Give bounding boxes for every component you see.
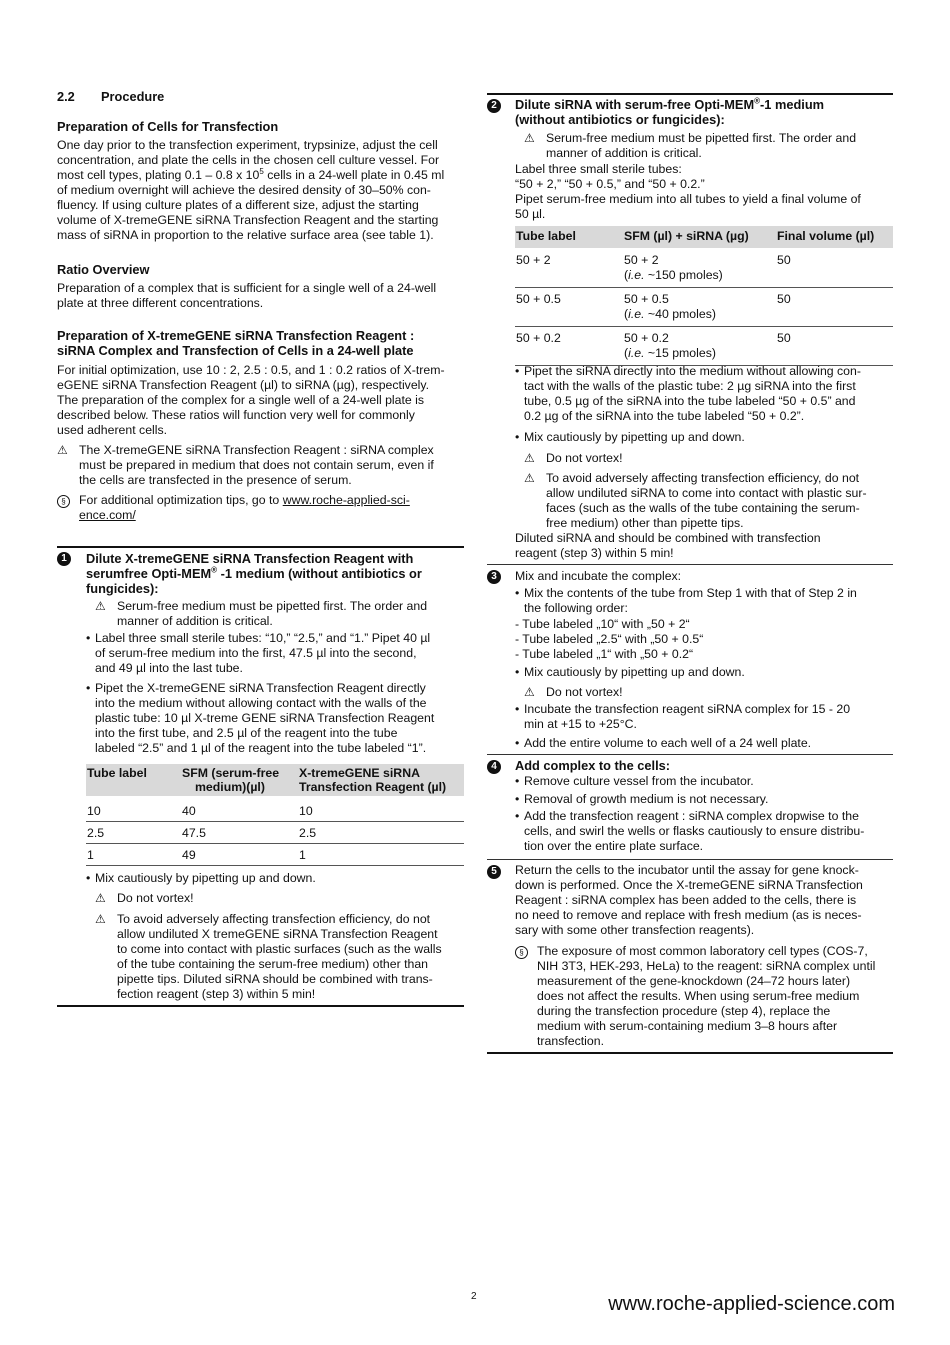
text-line: One day prior to the transfection experiment, trypsinize, adjust the cell — [57, 138, 438, 152]
step-1-bullet-mix — [86, 871, 464, 886]
text-fragment: -1 medium (without antibiotics or — [217, 566, 422, 581]
header-line: X-tremeGENE siRNA — [299, 766, 420, 780]
bullet-dot: • — [515, 809, 520, 823]
bullet-text — [95, 681, 434, 756]
step-3-title: Mix and incubate the complex: — [515, 569, 682, 583]
footer-url[interactable]: www.roche-applied-science.com — [608, 1293, 895, 1315]
prep-cells-paragraph — [57, 138, 464, 243]
page-number: 2 — [471, 1291, 477, 1302]
text-line: and 49 µl into the last tube. — [95, 661, 243, 675]
divider — [487, 1052, 893, 1054]
text-line: cells, and swirl the wells or flasks cautiously to ensure distribu- — [524, 824, 865, 838]
warning-icon: ⚠ — [524, 131, 535, 145]
warning-icon: ⚠ — [524, 685, 535, 699]
table-cell: 50 + 0.2 (i.e. ~15 pmoles) — [623, 327, 776, 366]
text-line: Mix the contents of the tube from Step 1 with that of Step 2 in — [524, 586, 857, 600]
bullet-text: Mix cautiously by pipetting up and down. — [95, 871, 316, 885]
text-line: faces (such as the walls of the tube containing the serum- — [546, 501, 860, 515]
text-line: The exposure of most common laboratory cell types (COS-7, — [537, 944, 868, 958]
text-line: Preparation of a complex that is sufficient for a single well of a 24-well — [57, 281, 437, 295]
text-line: The preparation of the complex for a single well of a 24-well plate is — [57, 393, 425, 407]
step-4-bullet-add-complex — [515, 809, 893, 854]
text-line: plate at three different concentrations. — [57, 296, 264, 310]
text-line: The X-tremeGENE siRNA Transfection Reagent : siRNA complex — [79, 443, 434, 457]
text-line: Label three small sterile tubes: “10,” “2.5,” and “1.” Pipet 40 µl — [95, 631, 431, 645]
heading-line — [86, 566, 464, 581]
warning-text — [117, 912, 442, 1002]
step-3-tube-order — [515, 617, 893, 662]
text-line: tact with the walls of the plastic tube: 2 µg siRNA into the first — [524, 379, 856, 393]
warning-icon: ⚠ — [95, 891, 106, 905]
roche-link-continued[interactable]: ence.com/ — [79, 508, 136, 522]
table-cell: 50 + 2 (i.e. ~150 pmoles) — [623, 248, 776, 288]
table-row — [86, 796, 464, 822]
column-header — [181, 764, 298, 796]
bullet-dot: • — [515, 665, 520, 679]
step-3-bullet-incubate — [515, 702, 893, 732]
text-line: used adherent cells. — [57, 423, 168, 437]
bullet-dot: • — [515, 586, 520, 600]
step-1-title — [86, 551, 464, 596]
text-line: sary with some other transfection reagents). — [515, 923, 755, 937]
warning-icon: ⚠ — [57, 443, 68, 457]
superscript: 5 — [259, 166, 264, 176]
list-item: - Tube labeled „1“ with „50 + 0.2“ — [515, 647, 694, 661]
cell-italic: i.e. — [628, 307, 645, 321]
text-line: Incubate the transfection reagent siRNA complex for 15 - 20 — [524, 702, 851, 716]
bullet-dot: • — [515, 430, 520, 444]
text-line: Add the transfection reagent : siRNA complex dropwise to the — [524, 809, 859, 823]
step-2-warning-vortex — [524, 451, 893, 466]
step-4-badge: 4 — [487, 760, 501, 774]
step-3-bullet-add-volume — [515, 736, 893, 751]
step-2-title — [515, 97, 893, 127]
table-row — [86, 844, 464, 866]
table-cell: 10 — [86, 796, 181, 822]
text-line: allow undiluted siRNA to come into contact with plastic sur- — [546, 486, 867, 500]
table-row — [515, 327, 893, 366]
step-2-warning-order — [524, 131, 893, 161]
divider — [57, 1005, 464, 1007]
warning-text — [79, 443, 434, 488]
tip-text — [79, 493, 410, 523]
text-line: Pipet serum-free medium into all tubes to yield a final volume of — [515, 192, 861, 206]
text-line: of medium overnight will achieve the desired density of 30–50% con- — [57, 183, 431, 197]
warning-text — [546, 471, 867, 531]
text-line: Serum-free medium must be pipetted first. The order and — [117, 599, 428, 613]
step-2-bullet-pipet-sirna — [515, 364, 893, 424]
text-line: into the first tube, and 2.5 µl of the reagent into the tube — [95, 726, 398, 740]
text-line: fluency. If using culture plates of a different size, adjust the starting — [57, 198, 419, 212]
table-cell: 50 + 0.5 (i.e. ~40 pmoles) — [623, 288, 776, 327]
roche-link[interactable]: www.roche-applied-sci- — [282, 493, 410, 507]
column-header: SFM (µl) + siRNA (µg) — [623, 226, 776, 248]
text-fragment: For additional optimization tips, go to — [79, 493, 283, 507]
prep-complex-heading — [57, 328, 414, 358]
section-title: Procedure — [101, 89, 165, 104]
bullet-text — [524, 809, 864, 854]
text-line: NIH 3T3, HEK-293, HeLa) to the reagent: siRNA complex until — [537, 959, 876, 973]
table-cell: 50 + 0.5 — [515, 288, 623, 327]
warning-text: Do not vortex! — [117, 891, 194, 905]
column-header: Tube label — [515, 226, 623, 248]
warning-icon: ⚠ — [95, 599, 106, 613]
step-2-closing — [515, 531, 893, 561]
cell-line: ~150 pmoles) — [644, 268, 723, 282]
ratio-heading: Ratio Overview — [57, 262, 150, 277]
sirna-dilution-table — [515, 226, 893, 366]
text-line: For initial optimization, use 10 : 2, 2.5 : 0.5, and 1 : 0.2 ratios of X-trem- — [57, 363, 445, 377]
text-line: of the tube containing the serum-free medium) other than — [117, 957, 429, 971]
bullet-dot: • — [515, 702, 520, 716]
text-fragment: cells in a 24-well plate in 0.45 ml — [263, 168, 445, 182]
text-line — [57, 168, 464, 183]
step-4-bullet-growth-medium — [515, 792, 893, 807]
divider — [487, 859, 893, 860]
text-line: transfection. — [537, 1034, 604, 1048]
text-fragment: most cell types, plating 0.1 – 0.8 x 10 — [57, 168, 260, 182]
text-line: Label three small sterile tubes: — [515, 162, 682, 176]
step-2-warning-contact — [524, 471, 893, 531]
cell-line: 50 + 2 — [624, 253, 659, 267]
text-line: described below. These ratios will function very well for commonly — [57, 408, 415, 422]
bullet-text — [524, 702, 850, 732]
text-line: does not affect the results. When using serum-free medium — [537, 989, 860, 1003]
text-line: plastic tube: 10 µl X-treme GENE siRNA Transfection Reagent — [95, 711, 435, 725]
bullet-text — [524, 364, 861, 424]
text-line: volume of X-tremeGENE siRNA Transfection Reagent and the starting — [57, 213, 439, 227]
superscript: ® — [754, 96, 761, 106]
step-5-tip — [515, 944, 893, 1049]
text-line: Reagent : siRNA complex has been added to the cells, there is — [515, 893, 857, 907]
text-line: concentration, and plate the cells in the chosen cell culture vessel. For — [57, 153, 440, 167]
table-cell: 10 — [298, 796, 464, 822]
cell-line: 50 + 0.5 — [624, 292, 669, 306]
table-row — [515, 248, 893, 288]
warning-icon: ⚠ — [524, 471, 535, 485]
step-3-warning-vortex — [524, 685, 893, 700]
step-3-bullet-mix-contents — [515, 586, 893, 616]
step-3-bullet-mix — [515, 665, 893, 680]
text-line: Diluted siRNA and should be combined with transfection — [515, 531, 821, 545]
text-line — [79, 508, 410, 523]
bullet-dot: • — [86, 681, 91, 695]
text-line: medium with serum-containing medium 3–8 hours after — [537, 1019, 838, 1033]
table-cell: 50 — [776, 327, 893, 366]
cell-line: ~15 pmoles) — [644, 346, 716, 360]
text-fragment: -1 medium — [760, 97, 825, 112]
table-cell: 2.5 — [86, 822, 181, 844]
heading-line: fungicides): — [86, 581, 159, 596]
step-2-badge: 2 — [487, 99, 501, 113]
heading-line: siRNA Complex and Transfection of Cells in a 24-well plate — [57, 343, 414, 358]
table-row — [515, 288, 893, 327]
table-cell: 50 + 0.2 — [515, 327, 623, 366]
divider — [487, 564, 893, 565]
step-4-bullet-remove-vessel — [515, 774, 893, 789]
tip-text — [537, 944, 875, 1049]
text-line: tube, 0.5 µg of the siRNA into the tube labeled “50 + 0.5” and — [524, 394, 856, 408]
text-line: into the medium without allowing contact with the walls of the — [95, 696, 427, 710]
reagent-dilution-table — [86, 764, 464, 866]
step-5-badge: 5 — [487, 865, 501, 879]
step-2-instructions — [515, 162, 893, 222]
warning-icon: ⚠ — [95, 912, 106, 926]
text-line: allow undiluted X tremeGENE siRNA Transfection Reagent — [117, 927, 438, 941]
table-header-row — [515, 226, 893, 248]
step-5-text — [515, 863, 893, 938]
list-item: - Tube labeled „2.5“ with „50 + 0.5“ — [515, 632, 704, 646]
heading-line — [515, 97, 893, 112]
text-line: the following order: — [524, 601, 628, 615]
table-cell: 2.5 — [298, 822, 464, 844]
table-cell: 49 — [181, 844, 298, 866]
text-line: mass of siRNA in proportion to the relative surface area (see table 1). — [57, 228, 434, 242]
prep-complex-paragraph — [57, 363, 464, 438]
table-cell: 1 — [298, 844, 464, 866]
step-1-warning-vortex — [95, 891, 464, 906]
divider — [487, 93, 893, 95]
text-line: manner of addition is critical. — [546, 146, 702, 160]
step-3-badge: 3 — [487, 570, 501, 584]
table-cell: 50 — [776, 288, 893, 327]
step-2-bullet-mix — [515, 430, 893, 445]
text-line: free medium) other than pipette tips. — [546, 516, 744, 530]
step-1-bullet-label-tubes — [86, 631, 464, 676]
text-line: eGENE siRNA Transfection Reagent (µl) to siRNA (µg), respectively. — [57, 378, 430, 392]
text-line: Pipet the siRNA directly into the medium without allowing con- — [524, 364, 861, 378]
divider — [487, 754, 893, 755]
table-header-row — [86, 764, 464, 796]
text-line: to come into contact with plastic surfaces (such as the walls — [117, 942, 442, 956]
column-header: Final volume (µl) — [776, 226, 893, 248]
tip-icon — [515, 944, 537, 1049]
text-line: min at +15 to +25°C. — [524, 717, 637, 731]
bullet-dot: • — [86, 631, 91, 645]
warning-text — [546, 131, 856, 161]
heading-line: (without antibiotics or fungicides): — [515, 112, 725, 127]
step-4-title: Add complex to the cells: — [515, 758, 671, 773]
table-cell: 40 — [181, 796, 298, 822]
bullet-text: Mix cautiously by pipetting up and down. — [524, 665, 745, 679]
heading-line: Preparation of X-tremeGENE siRNA Transfection Reagent : — [57, 328, 415, 343]
list-item: - Tube labeled „10“ with „50 + 2“ — [515, 617, 690, 631]
table-cell: 50 + 2 — [515, 248, 623, 288]
text-line — [79, 493, 410, 508]
superscript: ® — [211, 565, 218, 575]
text-line: Pipet the X-tremeGENE siRNA Transfection Reagent directly — [95, 681, 426, 695]
text-line: the cells are transfected in the presence of serum. — [79, 473, 352, 487]
text-line: To avoid adversely affecting transfection efficiency, do not — [117, 912, 431, 926]
header-line: medium)(µl) — [195, 780, 265, 794]
warning-note-serum — [57, 443, 464, 488]
bullet-dot: • — [86, 871, 91, 885]
header-line: Transfection Reagent (µl) — [299, 780, 447, 794]
column-header — [298, 764, 464, 796]
tip-icon — [57, 493, 79, 523]
bullet-dot: • — [515, 364, 520, 378]
tip-glyph: § — [515, 946, 528, 959]
text-fragment: Dilute siRNA with serum-free Opti-MEM — [515, 97, 755, 112]
tip-glyph: § — [57, 495, 70, 508]
tip-note-optimization — [57, 493, 464, 523]
text-fragment: serumfree Opti-MEM — [86, 566, 212, 581]
divider — [57, 546, 464, 548]
prep-cells-heading: Preparation of Cells for Transfection — [57, 119, 279, 134]
bullet-text — [95, 631, 430, 676]
text-line: manner of addition is critical. — [117, 614, 273, 628]
text-line: reagent (step 3) within 5 min! — [515, 546, 674, 560]
warning-icon: ⚠ — [524, 451, 535, 465]
header-line: SFM (serum-free — [182, 766, 280, 780]
bullet-dot: • — [515, 736, 520, 750]
text-line: To avoid adversely affecting transfection efficiency, do not — [546, 471, 860, 485]
step-1-warning-order — [95, 599, 464, 629]
text-line: 50 µl. — [515, 207, 546, 221]
text-line: 0.2 µg of the siRNA into the tube labeled “50 + 0.2”. — [524, 409, 805, 423]
text-line: must be prepared in medium that does not contain serum, even if — [79, 458, 434, 472]
table-cell: 50 — [776, 248, 893, 288]
step-1-bullet-pipet-reagent — [86, 681, 464, 756]
ratio-paragraph — [57, 281, 464, 311]
table-cell: 47.5 — [181, 822, 298, 844]
warning-text: Do not vortex! — [546, 451, 623, 465]
bullet-text: Add the entire volume to each well of a 24 well plate. — [524, 736, 812, 750]
text-line: measurement of the gene-knockdown (24–72 hours later) — [537, 974, 851, 988]
text-line: during the transfection procedure (step 4), replace the — [537, 1004, 831, 1018]
warning-text: Do not vortex! — [546, 685, 623, 699]
text-line: Return the cells to the incubator until the assay for gene knock- — [515, 863, 859, 877]
table-cell: 1 — [86, 844, 181, 866]
text-line: labeled “2.5” and 1 µl of the reagent into the tube labeled “1”. — [95, 741, 427, 755]
text-line: down is performed. Once the X-tremeGENE siRNA Transfection — [515, 878, 863, 892]
bullet-text: Remove culture vessel from the incubator. — [524, 774, 754, 788]
step-1-badge: 1 — [57, 552, 71, 566]
text-line: pipette tips. Diluted siRNA should be combined with trans- — [117, 972, 433, 986]
heading-line: Dilute X-tremeGENE siRNA Transfection Reagent with — [86, 551, 414, 566]
warning-text — [117, 599, 427, 629]
step-1-warning-contact — [95, 912, 464, 1002]
bullet-text: Mix cautiously by pipetting up and down. — [524, 430, 745, 444]
cell-italic: i.e. — [628, 268, 645, 282]
bullet-text: Removal of growth medium is not necessary. — [524, 792, 769, 806]
text-line: “50 + 2,” “50 + 0.5,” and “50 + 0.2.” — [515, 177, 705, 191]
cell-line: 50 + 0.2 — [624, 331, 669, 345]
section-number: 2.2 — [57, 89, 75, 104]
bullet-dot: • — [515, 774, 520, 788]
bullet-text — [524, 586, 857, 616]
bullet-dot: • — [515, 792, 520, 806]
cell-line: ~40 pmoles) — [644, 307, 716, 321]
text-line: Serum-free medium must be pipetted first. The order and — [546, 131, 857, 145]
text-line: tion over the entire plate surface. — [524, 839, 704, 853]
text-line: of serum-free medium into the first, 47.5 µl into the second, — [95, 646, 417, 660]
column-header: Tube label — [86, 764, 181, 796]
text-line: no need to remove and replace with fresh medium (as is neces- — [515, 908, 862, 922]
text-line: fection reagent (step 3) within 5 min! — [117, 987, 316, 1001]
table-row — [86, 822, 464, 844]
cell-italic: i.e. — [628, 346, 645, 360]
